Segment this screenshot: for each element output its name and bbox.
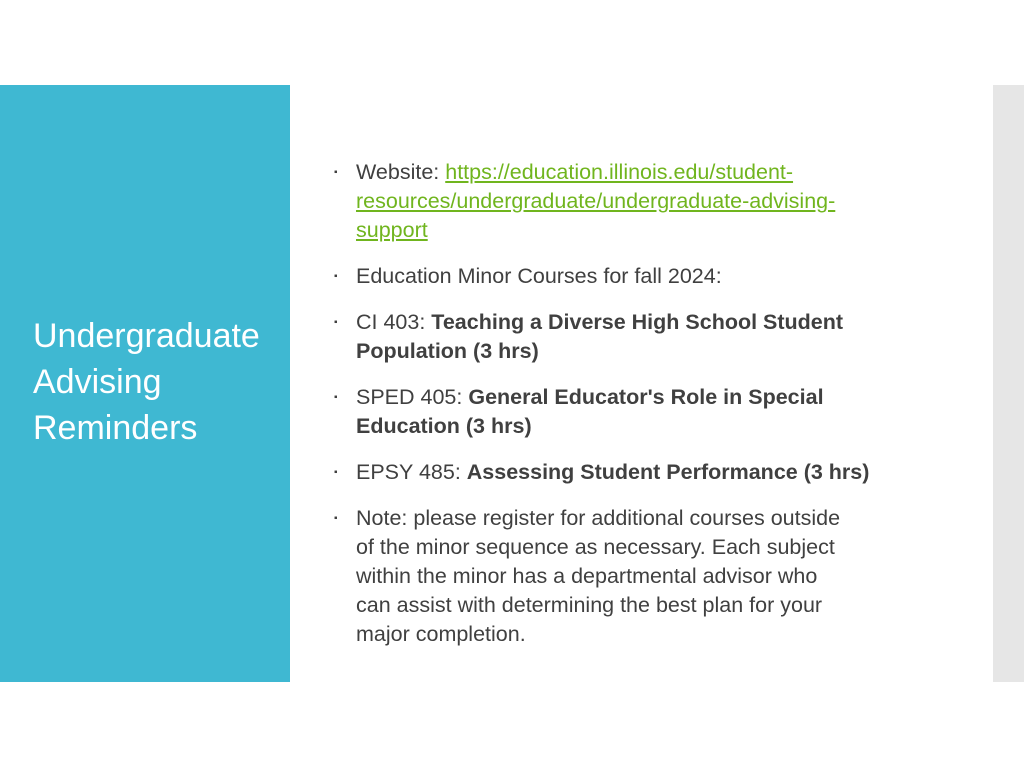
note-line: major completion. xyxy=(356,622,526,646)
course-code: SPED 405: xyxy=(356,385,469,409)
bullet-note xyxy=(334,504,934,649)
bullet-minor-courses xyxy=(334,262,934,291)
bullet-website xyxy=(334,158,934,245)
square-bullet-icon: ▪ xyxy=(334,467,338,478)
square-bullet-icon: ▪ xyxy=(334,317,338,328)
course-title-line: General Educator's Role in Special xyxy=(468,385,824,409)
square-bullet-icon: ▪ xyxy=(334,513,338,524)
side-bar xyxy=(993,85,1024,682)
advising-link-line: https://education.illinois.edu/student- xyxy=(445,160,794,184)
minor-courses-text: Education Minor Courses for fall 2024: xyxy=(356,264,722,288)
website-label: Website: xyxy=(356,160,446,184)
bullet-course-epsy485 xyxy=(334,458,934,487)
note-line: Note: please register for additional courses outside xyxy=(356,506,841,530)
slide-title xyxy=(33,313,290,451)
course-title-line: Assessing Student Performance (3 hrs) xyxy=(466,460,870,484)
advising-link-line: resources/undergraduate/undergraduate-advising- xyxy=(356,189,836,213)
slide-title-line: Advising xyxy=(33,363,162,401)
note-text xyxy=(356,506,840,646)
course-title xyxy=(467,460,870,484)
square-bullet-icon: ▪ xyxy=(334,392,338,403)
bullet-list xyxy=(334,158,934,666)
note-line: of the minor sequence as necessary. Each subject xyxy=(356,535,835,559)
square-bullet-icon: ▪ xyxy=(334,271,338,282)
course-code: EPSY 485: xyxy=(356,460,467,484)
course-code: CI 403: xyxy=(356,310,432,334)
slide-title-line: Undergraduate xyxy=(33,317,260,355)
course-title-line: Education (3 hrs) xyxy=(356,414,532,438)
bullet-course-ci403 xyxy=(334,308,934,366)
bullet-course-sped405 xyxy=(334,383,934,441)
course-title-line: Teaching a Diverse High School Student xyxy=(431,310,844,334)
course-title-line: Population (3 hrs) xyxy=(356,339,539,363)
note-line: within the minor has a departmental advisor who xyxy=(356,564,818,588)
square-bullet-icon: ▪ xyxy=(334,167,338,178)
note-line: can assist with determining the best plan for your xyxy=(356,593,823,617)
slide-title-line: Reminders xyxy=(33,409,198,447)
advising-link-line: support xyxy=(356,218,428,242)
